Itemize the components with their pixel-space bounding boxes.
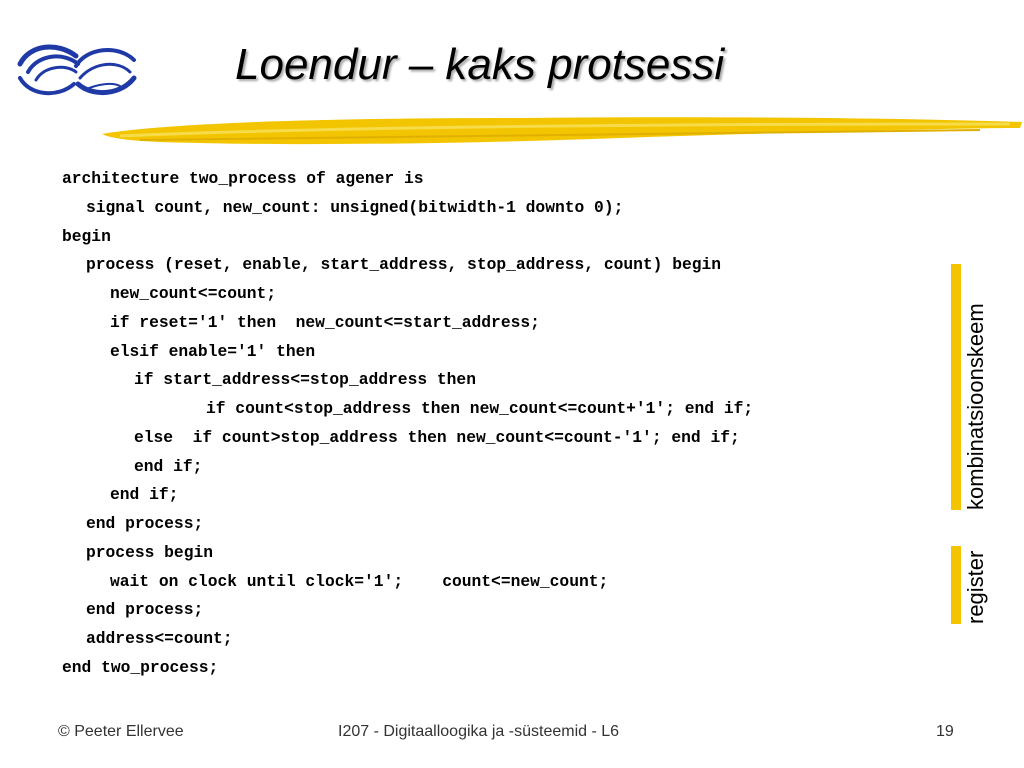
code-line: if start_address<=stop_address then — [134, 370, 476, 390]
code-line: end two_process; — [62, 657, 219, 677]
register-bracket-bar — [951, 546, 961, 624]
combinational-bracket-bar — [951, 264, 961, 510]
code-line: end process; — [86, 514, 204, 533]
code-line: end process; — [86, 600, 204, 620]
code-line: else if count>stop_address then new_count<=count-'1'; end if; — [134, 427, 740, 447]
code-line: begin — [62, 226, 111, 246]
code-line: architecture two_process of agener is — [62, 169, 424, 188]
code-line: new_count<=count; — [110, 284, 277, 303]
code-line: signal count, new_count: unsigned(bitwidth-1 downto 0); — [86, 197, 624, 217]
code-block — [62, 165, 753, 683]
code-line: elsif enable='1' then — [110, 341, 316, 361]
combinational-label: kombinatsioonskeem — [963, 303, 988, 510]
code-line: if count<stop_address then new_count<=count+'1'; end if; — [206, 399, 754, 418]
footer-page-number: 19 — [936, 723, 954, 740]
code-line: if reset='1' then new_count<=start_address; — [110, 312, 540, 332]
code-line: end if; — [134, 456, 203, 476]
code-line: process (reset, enable, start_address, stop_address, count) begin — [86, 255, 722, 275]
title-underline-brushstroke — [100, 108, 1024, 156]
register-label: register — [963, 550, 988, 624]
footer-course: I207 - Digitaalloogika ja -süsteemid - L6 — [338, 723, 620, 740]
code-line: wait on clock until clock='1'; count<=new_count; — [110, 571, 609, 591]
slide-title: Loendur – kaks protsessi — [235, 40, 725, 89]
code-line: process begin — [86, 542, 214, 562]
code-line: address<=count; — [86, 629, 233, 648]
footer-author: © Peeter Ellervee — [58, 723, 184, 740]
code-line: end if; — [110, 485, 179, 505]
swirl-logo-icon — [14, 38, 138, 100]
